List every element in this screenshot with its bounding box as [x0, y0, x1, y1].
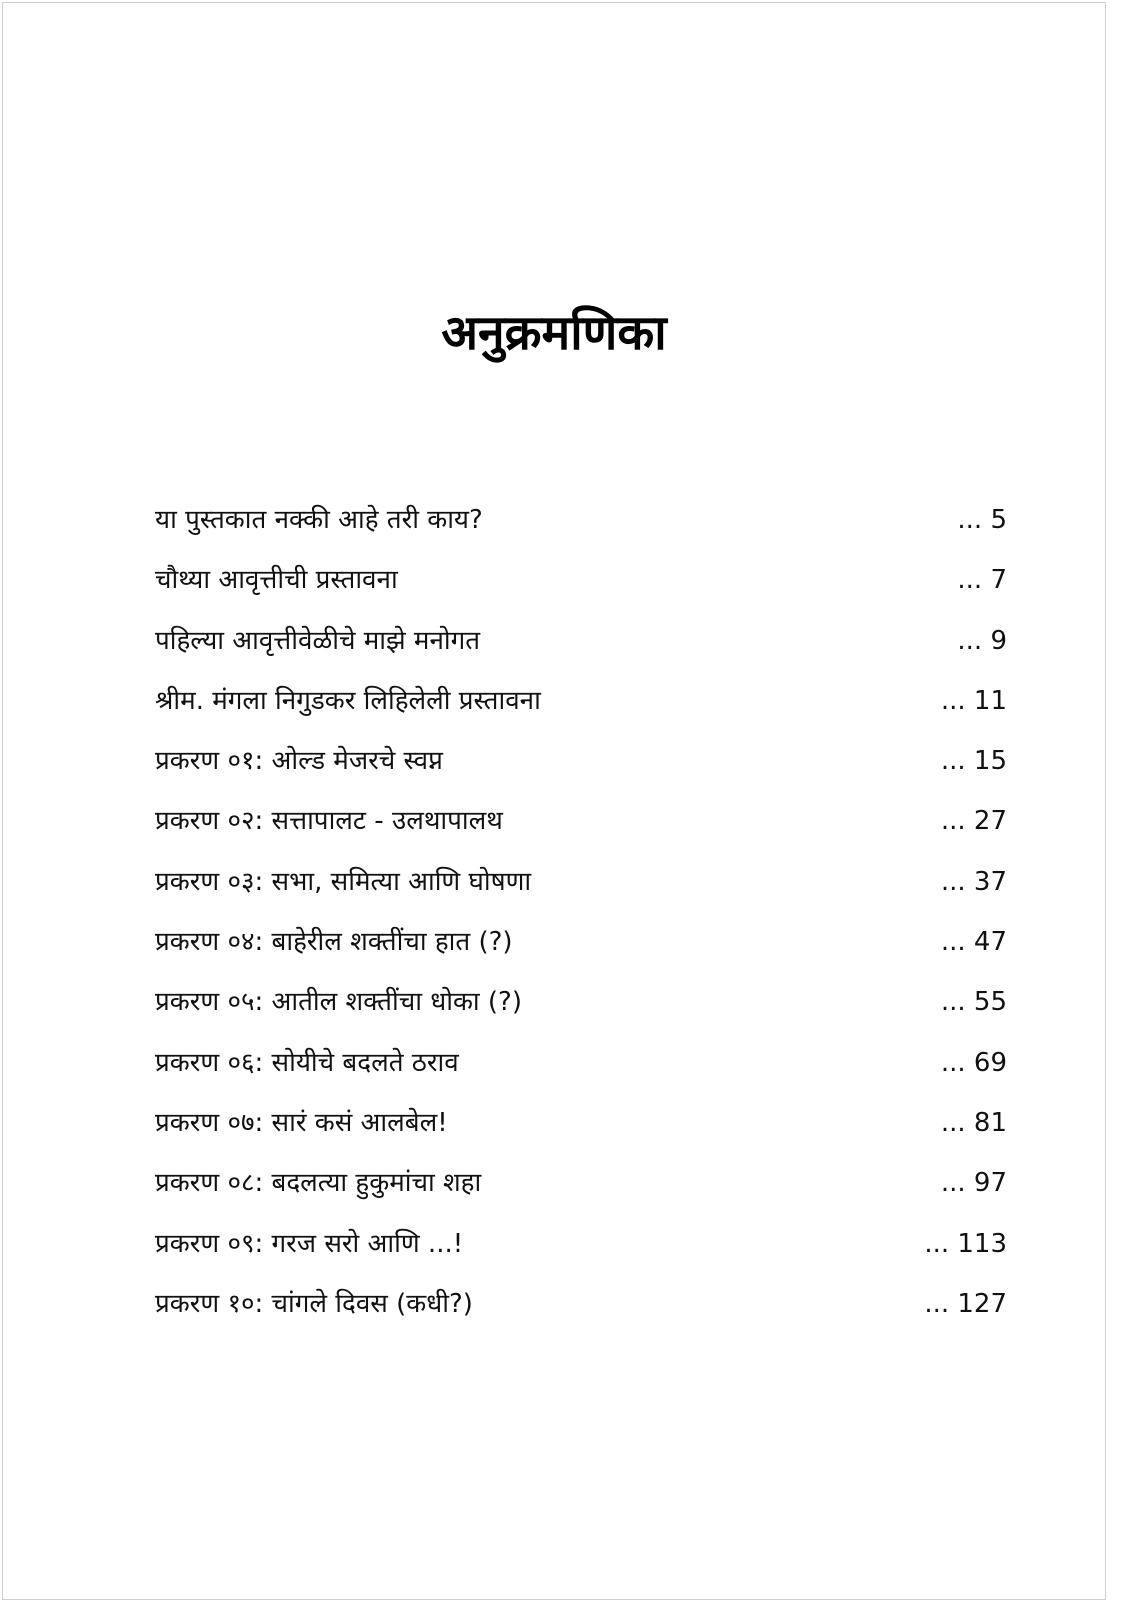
toc-entry-title: प्रकरण ०४: बाहेरील शक्तींचा हात (?): [155, 927, 513, 958]
toc-entry: [155, 500, 1007, 560]
toc-entry: [155, 741, 1007, 801]
toc-entry-page: ... 15: [940, 746, 1007, 777]
toc-entry: [155, 1163, 1007, 1223]
toc-entry-page: ... 7: [957, 565, 1007, 596]
toc-entry-page: ... 11: [940, 685, 1007, 716]
toc-entry-page: ... 37: [940, 866, 1007, 897]
toc-entry: [155, 862, 1007, 922]
toc-entry-page: ... 97: [940, 1168, 1007, 1199]
toc-entry: [155, 1224, 1007, 1284]
toc-entry-page: ... 127: [924, 1288, 1007, 1319]
toc-entry: [155, 1103, 1007, 1163]
table-of-contents: [155, 500, 1007, 1344]
toc-entry-title: प्रकरण ०१: ओल्ड मेजरचे स्वप्न: [155, 746, 443, 777]
toc-entry-title: प्रकरण ०७: सारं कसं आलबेल!: [155, 1107, 448, 1138]
toc-entry: [155, 560, 1007, 620]
toc-entry-page: ... 81: [940, 1107, 1007, 1138]
toc-entry: [155, 681, 1007, 741]
document-page: [2, 2, 1106, 1600]
toc-entry: [155, 1043, 1007, 1103]
page-title: अनुक्रमणिका: [441, 305, 667, 361]
toc-entry-page: ... 9: [957, 625, 1007, 656]
toc-entry-title: प्रकरण ०३: सभा, समित्या आणि घोषणा: [155, 866, 532, 897]
toc-entry: [155, 621, 1007, 681]
toc-entry-title: प्रकरण ०५: आतील शक्तींचा धोका (?): [155, 987, 522, 1018]
toc-entry-page: ... 5: [957, 505, 1007, 535]
toc-entry: [155, 1284, 1007, 1344]
toc-entry-title: प्रकरण ०९: गरज सरो आणि ...!: [155, 1228, 464, 1259]
toc-entry-title: प्रकरण १०: चांगले दिवस (कधी?): [155, 1288, 473, 1319]
toc-entry-page: ... 69: [940, 1047, 1007, 1078]
toc-entry: [155, 982, 1007, 1042]
toc-entry: [155, 922, 1007, 982]
toc-entry-title: चौथ्या आवृत्तीची प्रस्तावना: [155, 565, 398, 596]
toc-entry-title: प्रकरण ०२: सत्तापालट - उलथापालथ: [155, 806, 503, 837]
toc-entry: [155, 801, 1007, 861]
toc-entry-page: ... 113: [924, 1228, 1007, 1259]
toc-entry-page: ... 47: [940, 927, 1007, 958]
toc-entry-title: या पुस्तकात नक्की आहे तरी काय?: [155, 505, 483, 535]
toc-entry-title: प्रकरण ०८: बदलत्या हुकुमांचा शहा: [155, 1168, 482, 1199]
toc-entry-page: ... 27: [940, 806, 1007, 837]
toc-entry-title: प्रकरण ०६: सोयीचे बदलते ठराव: [155, 1047, 459, 1078]
toc-entry-title: श्रीम. मंगला निगुडकर लिहिलेली प्रस्तावना: [155, 685, 541, 716]
toc-entry-page: ... 55: [940, 987, 1007, 1018]
toc-entry-title: पहिल्या आवृत्तीवेळीचे माझे मनोगत: [155, 625, 481, 656]
